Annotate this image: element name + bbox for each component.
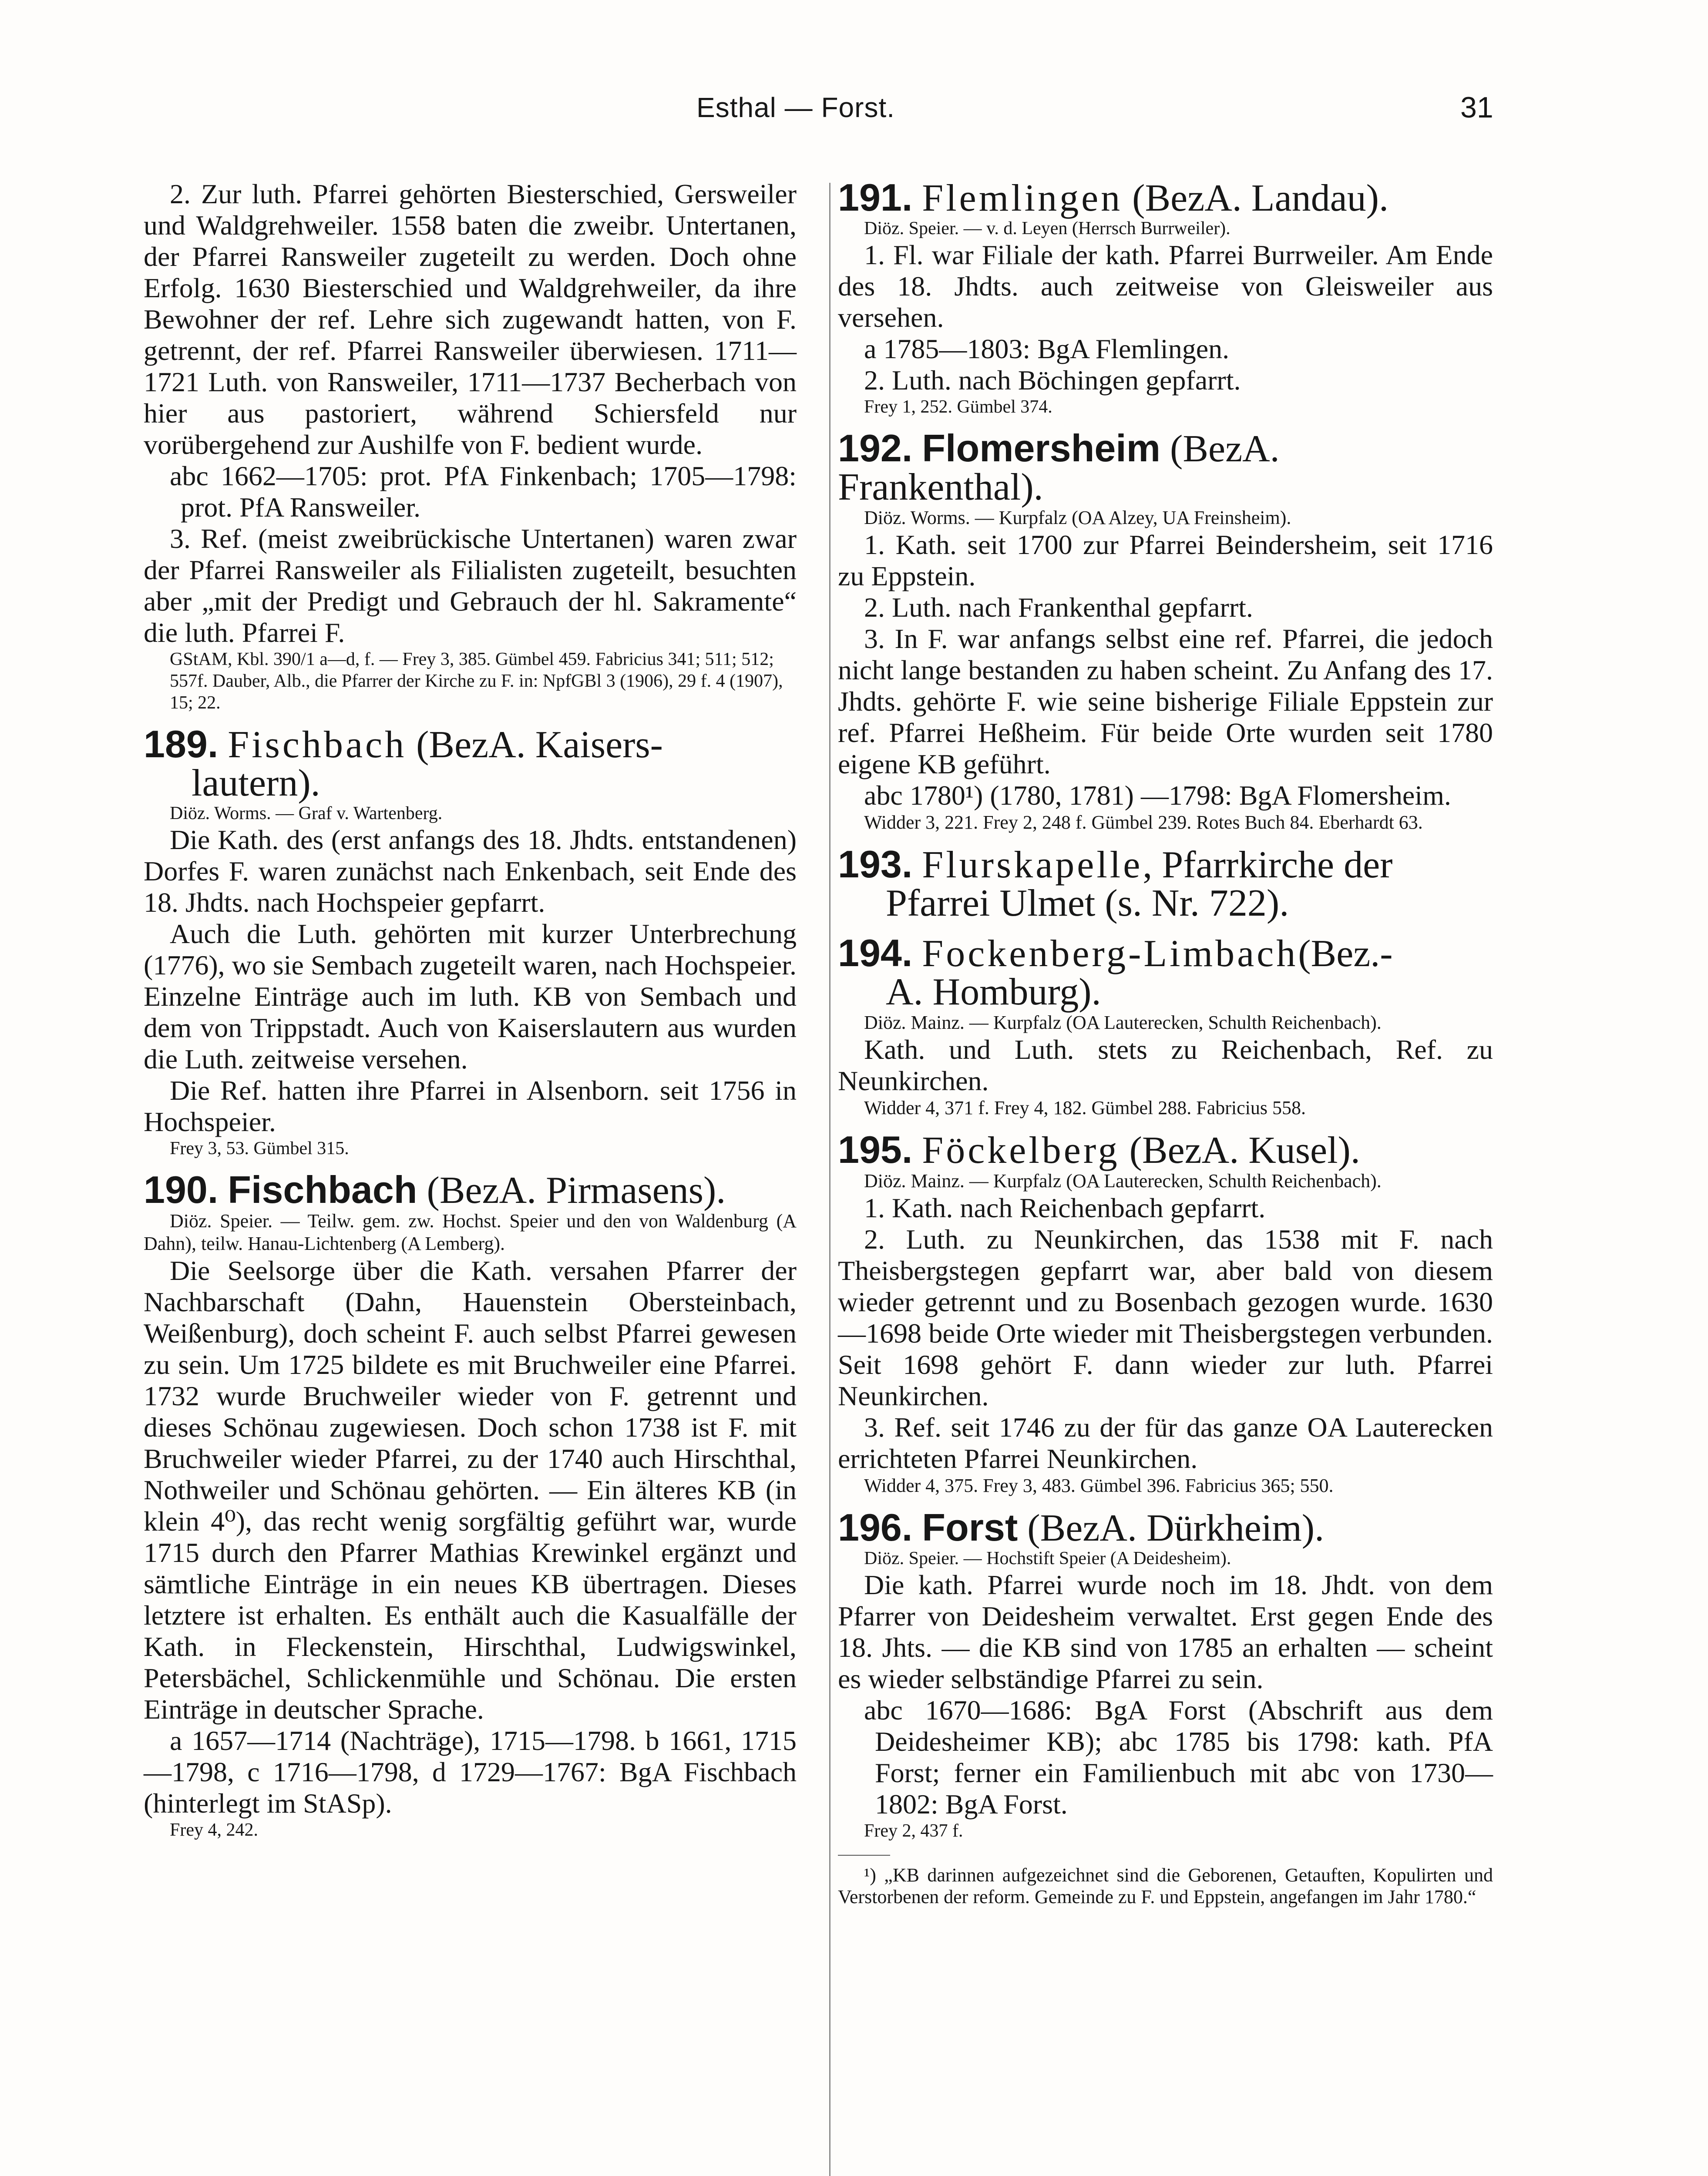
entry-place: Fischbach [228,1168,417,1211]
paragraph: 2. Zur luth. Pfarrei gehörten Biesterschied, Gersweiler und Waldgrehweiler. 1558 baten die zweibr. Untertanen, der Pfarrei Ransweiler zugeteilt zu werden. Doch ohne Erfolg. 1630 Biesterschied und Waldgrehweiler, da ihre Bewohner der ref. Lehre sich zugewandt hatten, von F. getrennt, der ref. Pfarrei Ransweiler überwiesen. 1711—1721 Luth. von Ransweiler, 1711—1737 Becherbach von hier aus pastoriert, während Schiersfeld nur vorübergehend zur Aushilfe von F. bedient wurde. [144,178,797,460]
references: Frey 4, 242. [170,1820,258,1840]
entry-district: (BezA. Landau). [1123,177,1389,219]
record-holdings: abc 1662—1705: prot. PfA Finkenbach; 1705—1798: prot. PfA Ransweiler. [170,460,797,523]
diocese-line: Diöz. Speier. — Hochstift Speier (A Deidesheim). [864,1548,1231,1568]
entry-district: (BezA. Frankenthal). [838,428,1280,508]
entry-district: (BezA. Pirmasens). [417,1169,726,1212]
entry-place: Flomersheim [922,426,1161,470]
running-header: Esthal — Forst. [696,92,895,123]
record-holdings: abc 1780¹) (1780, 1781) —1798: BgA Flomersheim. [864,780,1451,811]
references: GStAM, Kbl. 390/1 a—d, f. — Frey 3, 385. Gümbel 459. Fabricius 341; 511; 512; 557f. Dauber, Alb., die Pfarrer der Kirche zu F. in: NpfGBl 3 (1906), 29 f. 4 (1907), 15; 22. [170,649,783,713]
entry-number: 194. [838,931,913,974]
paragraph: Auch die Luth. gehörten mit kurzer Unterbrechung (1776), wo sie Sembach zugeteilt waren, nach Hochspeier. Einzelne Einträge auch im luth. KB von Sembach und dem von Trippstadt. Auch von Kaiserslautern aus wurden die Luth. zeitweise versehen. [144,918,797,1075]
entry-heading-196 [838,1508,1493,1548]
entry-district: (BezA. Dürkheim). [1018,1507,1325,1549]
paragraph: 2. Luth. zu Neunkirchen, das 1538 mit F. nach Theisbergstegen gepfarrt war, aber bald von diesem wieder getrennt und zu Bosenbach gezogen wurde. 1630—1698 beide Orte wieder mit Theisbergstegen verbunden. Seit 1698 gehört F. dann wieder zur luth. Pfarrei Neunkirchen. [838,1224,1493,1411]
entry-heading-192 [838,426,1493,508]
paragraph: 3. In F. war anfangs selbst eine ref. Pfarrei, die jedoch nicht lange bestanden zu haben scheint. Zu Anfang des 17. Jhdts. gehörte F. wie seine bisherige Filiale Eppstein zur ref. Pfarrei Heßheim. Für beide Orte wurden seit 1780 eigene KB geführt. [838,623,1493,779]
entry-number: 193. [838,843,913,886]
record-holdings: a 1785—1803: BgA Flemlingen. [864,333,1230,364]
references: Widder 3, 221. Frey 2, 248 f. Gümbel 239. Rotes Buch 84. Eberhardt 63. [864,812,1423,833]
entry-district: (BezA. Kusel). [1120,1129,1360,1172]
paragraph: 1. Kath. nach Reichenbach gepfarrt. [864,1192,1266,1223]
diocese-line: Diöz. Mainz. — Kurpfalz (OA Lauterecken, Schulth Reichenbach). [864,1012,1382,1033]
paragraph: 2. Luth. nach Frankenthal gepfarrt. [864,592,1253,623]
references: Frey 1, 252. Gümbel 374. [864,397,1052,417]
entry-place: Fischbach [228,724,407,766]
entry-heading-195 [838,1128,1493,1172]
references: Widder 4, 375. Frey 3, 483. Gümbel 396. Fabricius 365; 550. [864,1475,1334,1496]
entry-number: 191. [838,176,913,219]
references: Frey 3, 53. Gümbel 315. [170,1138,349,1159]
paragraph: 1. Kath. seit 1700 zur Pfarrei Beindersheim, seit 1716 zu Eppstein. [838,529,1493,591]
entry-heading-193 [838,845,1493,923]
paragraph: 3. Ref. (meist zweibrückische Untertanen) waren zwar der Pfarrei Ransweiler als Filialisten zugeteilt, besuchten aber „mit der Predigt und Gebrauch der hl. Sakramente“ die luth. Pfarrei F. [144,523,797,648]
paragraph: 1. Fl. war Filiale der kath. Pfarrei Burrweiler. Am Ende des 18. Jhdts. auch zeitweise von Gleisweiler aus versehen. [838,239,1493,333]
entry-number: 196. [838,1506,913,1549]
column-divider [829,183,830,2176]
entry-number: 190. [144,1168,219,1211]
entry-number: 192. [838,426,913,470]
entry-place: Flurskapelle [922,844,1143,886]
diocese-line: Diöz. Mainz. — Kurpfalz (OA Lauterecken, Schulth Reichenbach). [864,1170,1382,1192]
entry-heading-190 [144,1168,797,1212]
paragraph: Kath. und Luth. stets zu Reichenbach, Ref. zu Neunkirchen. [838,1034,1493,1096]
paragraph: Die Seelsorge über die Kath. versahen Pfarrer der Nachbarschaft (Dahn, Hauenstein Obersteinbach, Weißenburg), doch scheint F. auch selbst Pfarrei gewesen zu sein. Um 1725 bildete es mit Bruchweiler eine Pfarrei. 1732 wurde Bruchweiler wieder von F. getrennt und dieses Schönau zugewiesen. Doch schon 1738 ist F. mit Bruchweiler wieder Pfarrei, zu der 1740 auch Hirschthal, Nothweiler und Schönau gehörten. — Ein älteres KB (in klein 4⁰), das recht wenig sorgfältig geführt war, wurde 1715 durch den Pfarrer Mathias Krewinkel ergänzt und sämtliche Einträge in ein neues KB übertragen. Dieses letztere ist erhalten. Es enthält auch die Kasualfälle der Kath. in Fleckenstein, Hirschthal, Ludwigswinkel, Petersbächel, Schlickenmühle und Schönau. Die ersten Einträge in deutscher Sprache. [144,1255,797,1725]
entry-heading-189 [144,722,797,804]
references: Widder 4, 371 f. Frey 4, 182. Gümbel 288. Fabricius 558. [864,1097,1306,1118]
entry-district: , Pfarrkirche der [1143,844,1393,886]
entry-district: (BezA. Kaisers- [407,724,663,766]
right-column [838,178,1493,1908]
diocese-line: Diöz. Worms. — Kurpfalz (OA Alzey, UA Freinsheim). [864,507,1291,528]
entry-heading-194 [838,931,1493,1013]
entry-heading-cont: A. Homburg). [886,971,1101,1013]
entry-heading-191 [838,178,1493,218]
entry-number: 189. [144,722,219,766]
entry-place: Fockenberg-Limbach [922,933,1298,975]
record-holdings: abc 1670—1686: BgA Forst (Abschrift aus dem Deidesheimer KB); abc 1785 bis 1798: kath. PfA Forst; ferner ein Familienbuch mit abc von 1730—1802: BgA Forst. [864,1695,1493,1820]
entry-place: Forst [922,1506,1018,1549]
diocese-line: Diöz. Speier. — v. d. Leyen (Herrsch Burrweiler). [864,218,1231,238]
left-column [144,178,797,1841]
page-number: 31 [1460,91,1493,124]
paragraph: Die Ref. hatten ihre Pfarrei in Alsenborn. seit 1756 in Hochspeier. [144,1075,797,1137]
entry-number: 195. [838,1128,913,1171]
entry-place: Föckelberg [922,1129,1120,1172]
diocese-line: Diöz. Speier. — Teilw. gem. zw. Hochst. Speier und den von Waldenburg (A Dahn), teilw. Hanau-Lichtenberg (A Lemberg). [144,1210,797,1254]
entry-heading-cont: lautern). [192,762,320,804]
paragraph: 3. Ref. seit 1746 zu der für das ganze OA Lauterecken errichteten Pfarrei Neunkirchen. [838,1412,1493,1474]
footnote-rule [838,1855,890,1856]
paragraph: Die kath. Pfarrei wurde noch im 18. Jhdt. von dem Pfarrer von Deidesheim verwaltet. Erst gegen Ende des 18. Jhts. — die KB sind von 1785 an erhalten — scheint es wieder selbständige Pfarrei zu sein. [838,1569,1493,1694]
footnote: ¹) „KB darinnen aufgezeichnet sind die Geborenen, Getauften, Kopulirten und Verstorbenen der reform. Gemeinde zu F. und Eppstein, angefangen im Jahr 1780.“ [838,1864,1493,1907]
diocese-line: Diöz. Worms. — Graf v. Wartenberg. [170,803,443,823]
references: Frey 2, 437 f. [864,1821,963,1841]
entry-district: (Bez.- [1298,933,1393,975]
record-holdings: a 1657—1714 (Nachträge), 1715—1798. b 1661, 1715—1798, c 1716—1798, d 1729—1767: BgA Fischbach (hinterlegt im StASp). [144,1725,797,1819]
paragraph: Die Kath. des (erst anfangs des 18. Jhdts. entstandenen) Dorfes F. waren zunächst nach Enkenbach, seit Ende des 18. Jhdts. nach Hochspeier gepfarrt. [144,824,797,918]
paragraph: 2. Luth. nach Böchingen gepfarrt. [864,365,1241,396]
entry-heading-cont: Pfarrei Ulmet (s. Nr. 722). [886,882,1289,924]
entry-place: Flemlingen [922,177,1123,219]
